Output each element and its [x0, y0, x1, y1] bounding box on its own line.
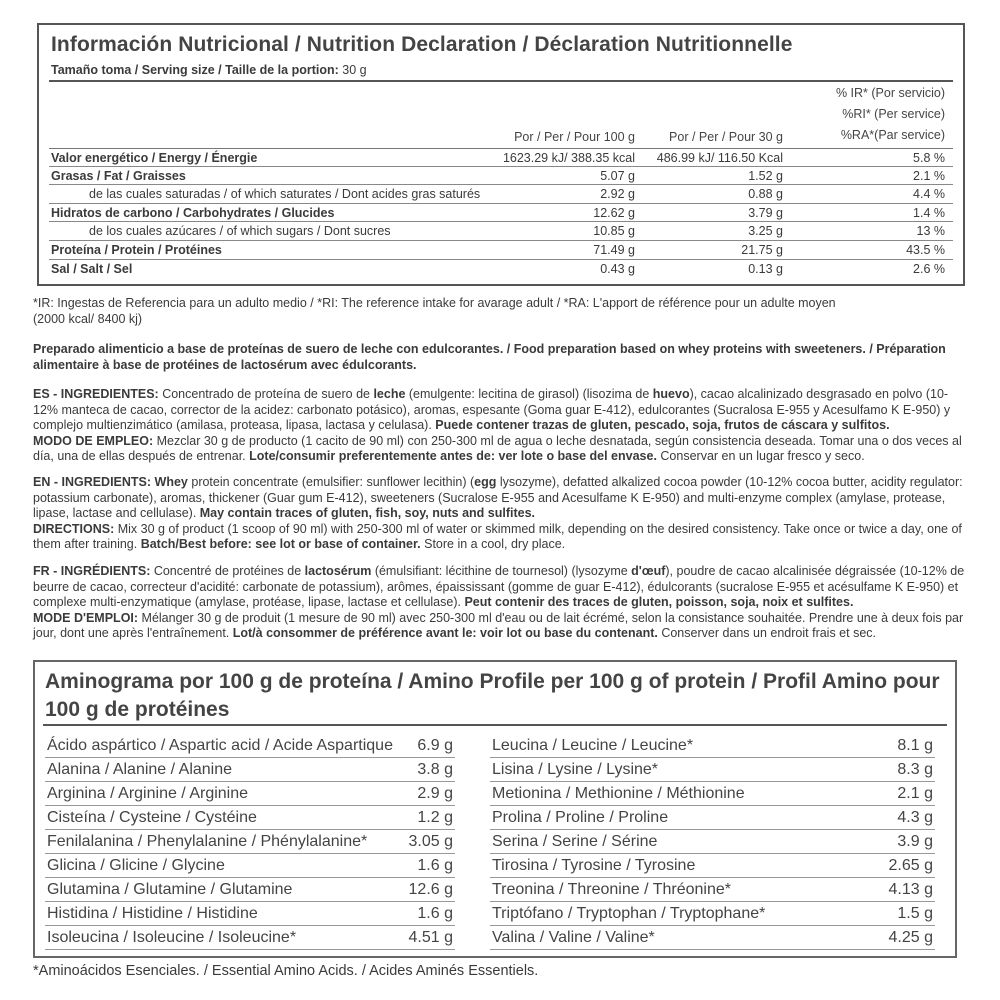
value-per30: 3.79 g — [748, 205, 783, 220]
list-item — [45, 806, 455, 830]
amino-footnote: *Aminoácidos Esenciales. / Essential Amino Acids. / Acides Aminés Essentiels. — [33, 963, 539, 979]
amino-name: Alanina / Alanine / Alanine — [47, 761, 233, 778]
list-item — [490, 830, 935, 854]
value-per100: 2.92 g — [600, 187, 635, 202]
amino-column-left — [45, 734, 455, 950]
amino-value: 2.65 g — [888, 857, 933, 874]
fr-allergen-egg: d'œuf — [631, 564, 666, 578]
table-row — [49, 260, 953, 279]
amino-name: Metionina / Methionine / Méthionine — [492, 785, 745, 802]
amino-value: 3.05 g — [408, 833, 453, 850]
amino-name: Ácido aspártico / Aspartic acid / Acide Aspartique — [47, 737, 393, 754]
list-item — [490, 902, 935, 926]
product-description-text: Preparado alimenticio a base de proteínas de suero de leche con edulcorantes. / Food preparation based on whey proteins with sweeteners. / Préparation alimentaire à base de protéines de lactosérum avec édulcorants. — [33, 342, 946, 372]
list-item — [45, 854, 455, 878]
list-item — [45, 902, 455, 926]
ri-footnote-line2: (2000 kcal/ 8400 kj) — [33, 311, 143, 326]
row-label: Hidratos de carbono / Carbohydrates / Glucides — [51, 205, 335, 220]
amino-name: Treonina / Threonine / Thréonine* — [492, 881, 731, 898]
amino-name: Leucina / Leucine / Leucine* — [492, 737, 694, 754]
amino-name: Valina / Valine / Valine* — [492, 929, 655, 946]
list-item — [490, 806, 935, 830]
fr-directions-text: Mélanger 30 g de produit (1 mesure de 90 ml) avec 250-300 ml d'eau ou de lait écrémé, selon la consistance souhaitée. Prendre une à deux fois par jour, dont une après l'entraînement. — [33, 610, 964, 640]
fr-ingredients-text-e: ), poudre de cacao alcalinisée dégraissée (10-12% de beurre de cacao, correcteur d'acidité: carbonate de potassium), arômes, épaississant (gomme de guar E-412), édulcorants (sucralose E-955 et acésulfame K E-950) et complexe multi-enzymatique (amylase, protéase, lipase, lactase et cellulase). — [33, 564, 965, 609]
en-ingredients-label: EN - INGREDIENTS: — [33, 475, 152, 489]
table-row — [49, 241, 953, 260]
table-row — [49, 222, 953, 241]
value-per100: 71.49 g — [593, 242, 635, 257]
value-per100: 1623.29 kJ/ 388.35 kcal — [502, 151, 635, 165]
list-item — [490, 758, 935, 782]
fr-ingredients-label: FR - INGRÉDIENTS: — [33, 564, 151, 578]
list-item — [490, 782, 935, 806]
value-per30: 0.88 g — [748, 187, 783, 202]
list-item — [490, 926, 935, 950]
amino-value: 4.25 g — [888, 929, 933, 946]
nutrition-title: Información Nutricional / Nutrition Declaration / Déclaration Nutritionnelle — [51, 33, 793, 56]
fr-traces: Peut contenir des traces de gluten, poisson, soja, noix et sulfites. — [464, 595, 854, 609]
ri-footnote-line1: *IR: Ingestas de Referencia para un adulto medio / *RI: The reference intake for avarage adult / *RA: L'apport de référence pour un adulte moyen — [33, 296, 836, 310]
product-description — [33, 342, 968, 373]
value-ri: 4.4 % — [913, 187, 945, 202]
table-row — [49, 185, 953, 204]
amino-value: 8.3 g — [897, 761, 933, 778]
value-per100: 10.85 g — [593, 224, 635, 239]
amino-name: Serina / Serine / Sérine — [492, 833, 658, 850]
fr-lot: Lot/à consommer de préférence avant le: voir lot ou base du contenant. — [232, 626, 658, 640]
value-per30: 21.75 g — [741, 242, 783, 257]
amino-name: Isoleucina / Isoleucine / Isoleucine* — [47, 929, 297, 946]
value-ri: 13 % — [916, 224, 945, 239]
amino-value: 1.2 g — [417, 809, 453, 826]
fr-ingredients-text-a: Concentré de protéines de — [150, 564, 305, 578]
amino-name: Histidina / Histidine / Histidine — [47, 905, 258, 922]
nutrition-rows — [49, 148, 953, 278]
es-ingredients-text-c: (emulgente: lecitina de girasol) (lisozima de — [405, 387, 653, 401]
table-row — [49, 204, 953, 223]
es-lot: Lote/consumir preferentemente antes de: ver lote o base del envase. — [249, 449, 657, 463]
amino-name: Glutamina / Glutamine / Glutamine — [47, 881, 293, 898]
en-directions-text: Mix 30 g of product (1 scoop of 90 ml) with 250-300 ml of water or skimmed milk, depending on the desired consistency. Take once or twice a day, one of them after training. — [33, 521, 962, 551]
amino-profile-title: Aminograma por 100 g de proteína / Amino Profile per 100 g of protein / Profil Amino pour 100 g de protéines — [45, 670, 940, 721]
en-directions-label: DIRECTIONS: — [33, 521, 115, 536]
row-label: Proteína / Protein / Protéines — [51, 242, 222, 257]
section-en — [33, 475, 968, 553]
es-storage: Conservar en un lugar fresco y seco. — [656, 449, 865, 463]
section-es — [33, 387, 968, 465]
es-ingredients-text-a: Concentrado de proteína de suero de — [158, 387, 374, 401]
value-per100: 5.07 g — [600, 168, 635, 183]
value-per30: 486.99 kJ/ 116.50 Kcal — [656, 151, 783, 165]
list-item — [45, 782, 455, 806]
row-label: de las cuales saturadas / of which saturates / Dont acides gras saturés — [89, 187, 481, 202]
list-item — [490, 878, 935, 902]
value-ri: 43.5 % — [906, 242, 945, 257]
amino-value: 4.3 g — [897, 809, 933, 826]
fr-directions-label: MODE D'EMPLOI: — [33, 610, 139, 625]
list-item — [45, 758, 455, 782]
amino-value: 2.1 g — [897, 785, 933, 802]
es-ingredients-text-e: ), cacao alcalinizado desgrasado en polvo (10-12% manteca de cacao, corrector de la acidez: carbonato potásico), aromas, espesante (Goma guar E-412), edulcorantes (Sucralosa E-955 y Acesulfamo K E-950) y complejo multienzimático (amilasa, proteasa, lipasa, lactasa y celulasa). — [33, 387, 951, 432]
amino-value: 4.13 g — [888, 881, 933, 898]
value-per30: 3.25 g — [748, 224, 783, 239]
en-traces: May contain traces of gluten, fish, soy, nuts and sulfites. — [199, 506, 536, 520]
en-storage: Store in a cool, dry place. — [420, 537, 566, 551]
es-allergen-egg: huevo — [652, 387, 690, 401]
row-label: Valor energético / Energy / Énergie — [51, 151, 258, 165]
es-allergen-milk: leche — [373, 387, 406, 401]
amino-value: 2.9 g — [417, 785, 453, 802]
table-row — [49, 148, 953, 167]
amino-value: 3.9 g — [897, 833, 933, 850]
amino-profile-box — [33, 660, 957, 958]
value-per30: 0.13 g — [748, 261, 783, 276]
amino-value: 12.6 g — [408, 881, 453, 898]
amino-value: 6.9 g — [417, 737, 453, 754]
amino-value: 8.1 g — [897, 737, 933, 754]
en-ingredients-text-e: lysozyme), defatted alkalized cocoa powder (10-12% cocoa butter, acidity regulator: potassium carbonate), aromas, thickener (Guar gum E-412), sweeteners (Sucralose E-955 and Acesulfame K E-950) and multi-enzyme complex (amylase, protease, lipase, lactase and cellulase). — [33, 475, 963, 520]
col-header-per100: Por / Per / Pour 100 g — [514, 130, 635, 144]
amino-name: Tirosina / Tyrosine / Tyrosine — [492, 857, 696, 874]
amino-name: Glicina / Glicine / Glycine — [47, 857, 225, 874]
ri-header-en: %RI* (Per service) — [842, 107, 945, 121]
section-fr — [33, 564, 968, 642]
ri-header-es: % IR* (Por servicio) — [835, 86, 945, 100]
es-directions-label: MODO DE EMPLEO: — [33, 433, 154, 448]
serving-size — [51, 63, 367, 77]
amino-column-right — [490, 734, 935, 950]
row-label: de los cuales azúcares / of which sugars / Dont sucres — [89, 224, 391, 239]
fr-ingredients-text-c: (émulsifiant: lécithine de tournesol) (lysozyme — [371, 564, 632, 578]
amino-value: 1.5 g — [897, 905, 933, 922]
amino-name: Fenilalanina / Phenylalanine / Phénylalanine* — [47, 833, 368, 850]
fr-allergen-whey: lactosérum — [304, 564, 372, 578]
nutrition-table-box — [37, 23, 965, 286]
amino-value: 1.6 g — [417, 857, 453, 874]
value-ri: 1.4 % — [913, 205, 945, 220]
amino-value: 4.51 g — [408, 929, 453, 946]
amino-name: Cisteína / Cysteine / Cystéine — [47, 809, 257, 826]
serving-size-label: Tamaño toma / Serving size / Taille de la portion: — [51, 63, 339, 77]
amino-name: Arginina / Arginine / Arginine — [47, 785, 249, 802]
list-item — [490, 734, 935, 758]
list-item — [45, 878, 455, 902]
serving-size-value: 30 g — [342, 63, 367, 77]
en-ingredients-text-c: protein concentrate (emulsifier: sunflower lecithin) ( — [187, 475, 475, 489]
list-item — [45, 734, 455, 758]
es-directions-text: Mezclar 30 g de producto (1 cacito de 90 ml) con 250-300 ml de agua o leche desnatada, según consistencia deseada. Tomar una o dos veces al día, una de ellas después de entrenar. — [33, 433, 962, 463]
amino-name: Prolina / Proline / Proline — [492, 809, 669, 826]
value-per30: 1.52 g — [748, 168, 783, 183]
amino-title-divider — [43, 724, 947, 726]
value-per100: 0.43 g — [600, 261, 635, 276]
list-item — [45, 926, 455, 950]
value-ri: 2.6 % — [913, 261, 945, 276]
amino-name: Lisina / Lysine / Lysine* — [492, 761, 659, 778]
list-item — [490, 854, 935, 878]
ri-header-fr: %RA*(Par service) — [840, 128, 945, 142]
en-allergen-egg: egg — [474, 475, 497, 489]
amino-value: 3.8 g — [417, 761, 453, 778]
value-per100: 12.62 g — [593, 205, 635, 220]
row-label: Sal / Salt / Sel — [51, 261, 133, 276]
title-divider — [49, 80, 953, 82]
value-ri: 5.8 % — [913, 151, 945, 165]
en-allergen-whey: Whey — [154, 475, 188, 489]
ri-footnote — [33, 296, 968, 327]
fr-storage: Conserver dans un endroit frais et sec. — [657, 626, 877, 640]
table-row — [49, 167, 953, 186]
col-header-per30: Por / Per / Pour 30 g — [669, 130, 783, 144]
es-traces: Puede contener trazas de gluten, pescado, soja, frutos de cáscara y sulfitos. — [435, 418, 890, 432]
value-ri: 2.1 % — [913, 168, 945, 183]
en-lot: Batch/Best before: see lot or base of container. — [140, 537, 421, 551]
amino-value: 1.6 g — [417, 905, 453, 922]
list-item — [45, 830, 455, 854]
row-label: Grasas / Fat / Graisses — [51, 168, 186, 183]
amino-name: Triptófano / Tryptophan / Tryptophane* — [492, 905, 766, 922]
es-ingredients-label: ES - INGREDIENTES: — [33, 387, 159, 401]
